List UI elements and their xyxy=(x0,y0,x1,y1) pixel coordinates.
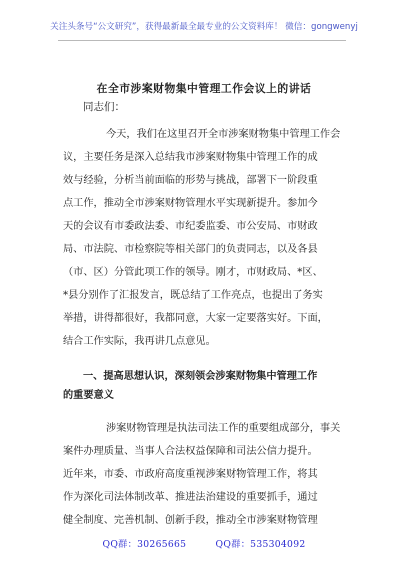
paragraph-line: 近年来，市委、市政府高度重视涉案财物管理工作，将其 xyxy=(63,469,318,480)
footer-qq-group-2: QQ群：535304092 xyxy=(215,539,306,550)
paragraph-line: 举措，讲得都很好，我都同意，大家一定要落实好。下面， xyxy=(63,313,328,324)
paragraph-line: 点工作，推动全市涉案财物管理水平实现新提升。参加今 xyxy=(63,198,318,209)
paragraph-line: 议，主要任务是深入总结我市涉案财物集中管理工作的成 xyxy=(63,152,318,163)
paragraph-line: 天的会议有市委政法委、市纪委监委、市公安局、市财政 xyxy=(63,221,318,232)
paragraph-line: 今天，我们在这里召开全市涉案财物集中管理工作会 xyxy=(106,129,341,140)
footer-qq-groups xyxy=(0,536,408,550)
paragraph-line: 涉案财物管理是执法司法工作的重要组成部分，事关 xyxy=(106,423,341,434)
greeting: 同志们： xyxy=(83,101,125,113)
paragraph-line: （市、区）分管此项工作的领导。刚才，市财政局、*区、 xyxy=(63,267,323,278)
paragraph-line: 案件办理质量、当事人合法权益保障和司法公信力提升。 xyxy=(63,446,318,457)
heading-line: 一、提高思想认识，深刻领会涉案财物集中管理工作 xyxy=(83,370,318,382)
footer-qq-group-1: QQ群：30265665 xyxy=(102,539,187,550)
paragraph-line: 局、市法院、市检察院等相关部门的负责同志，以及各县 xyxy=(63,244,318,255)
paragraph-line: 作为深化司法体制改革、推进法治建设的重要抓手，通过 xyxy=(63,492,318,503)
paragraph-line: *县分别作了汇报发言，既总结了工作亮点，也提出了务实 xyxy=(63,290,323,301)
header-promo-text: 关注头条号“公文研究”，获得最新最全最专业的公文资料库！ 微信：gongwenyj xyxy=(50,22,358,32)
paragraph-line: 效与经验，分析当前面临的形势与挑战，部署下一阶段重 xyxy=(63,175,318,186)
paragraph-line: 健全制度、完善机制、创新手段，推动全市涉案财物管理 xyxy=(63,515,318,526)
paragraph-line: 结合工作实际，我再讲几点意见。 xyxy=(63,336,216,347)
document-title: 在全市涉案财物集中管理工作会议上的讲话 xyxy=(96,82,312,95)
heading-line: 的重要意义 xyxy=(63,389,114,401)
header-divider xyxy=(58,40,346,41)
